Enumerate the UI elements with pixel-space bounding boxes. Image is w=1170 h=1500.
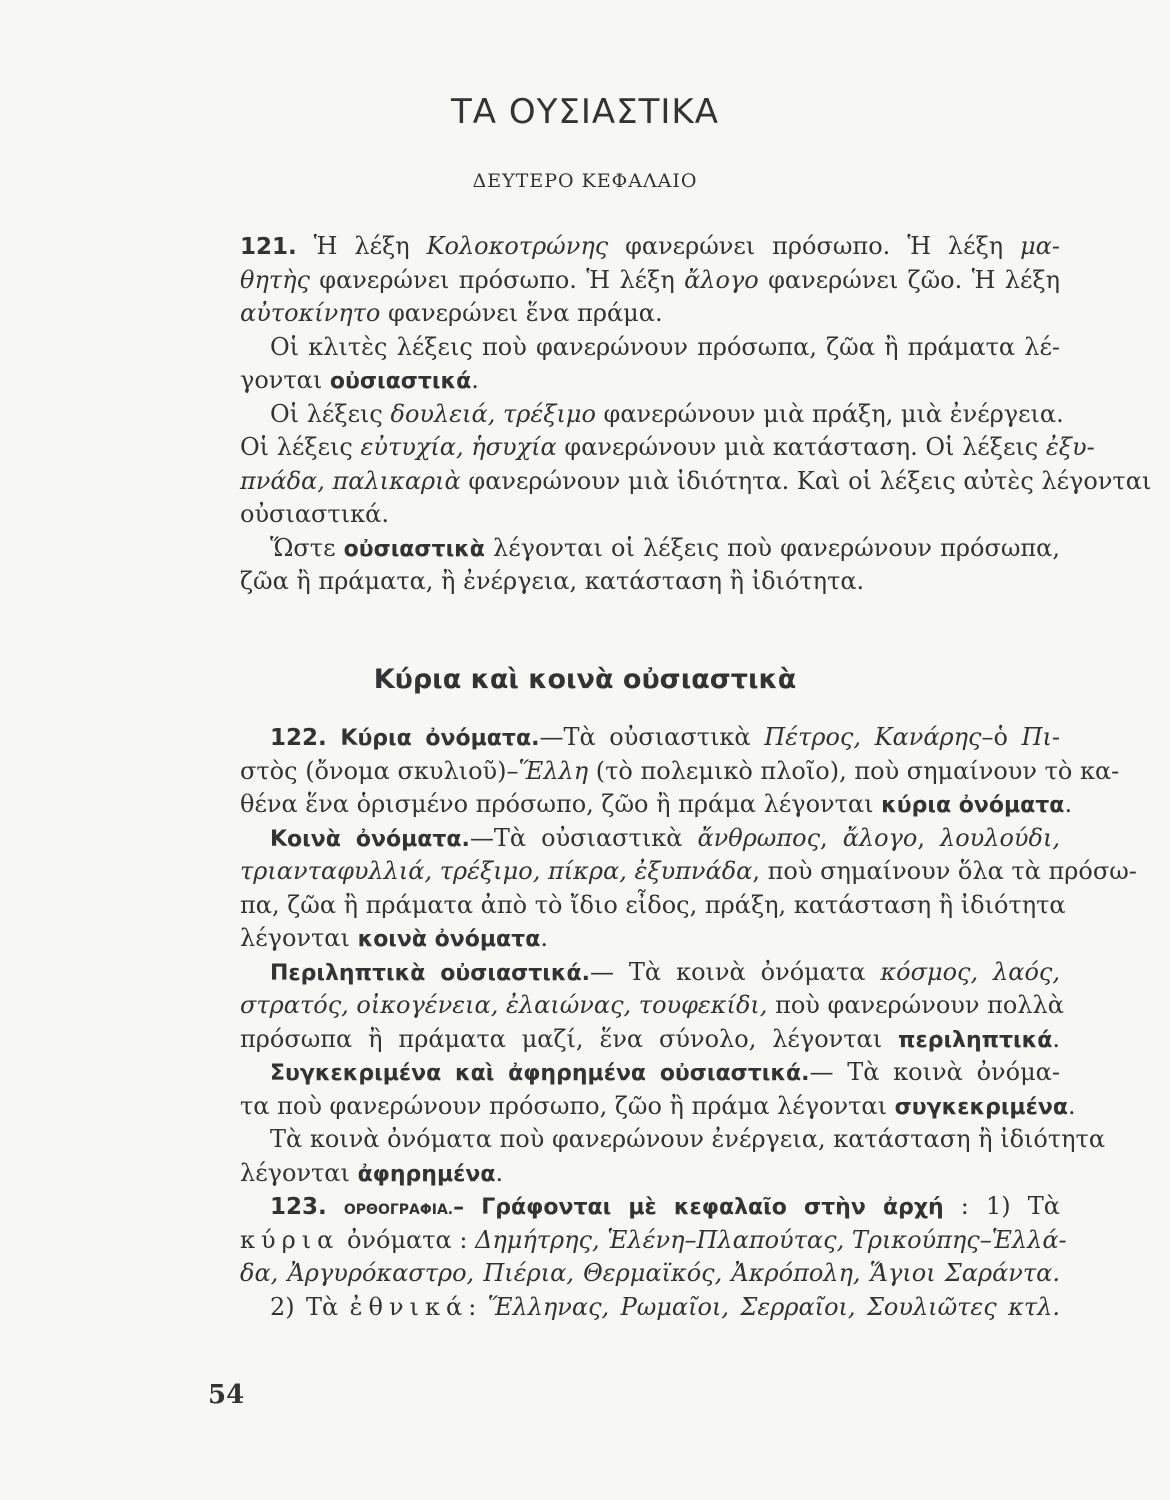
paragraph-121: [240, 230, 1152, 599]
text-line: γονται οὐσιαστικά.: [240, 366, 479, 394]
paragraph-123: [240, 1190, 1067, 1324]
text-line: στὸς (ὄνομα σκυλιοῦ)–Ἕλλη (τὸ πολεμικὸ πλοῖο), ποὺ σημαίνουν τὸ κα-: [240, 756, 1120, 785]
text-line: θητὴς φανερώνει πρόσωπο. Ἡ λέξη ἄλογο φανερώνει ζῶο. Ἡ λέξη: [240, 265, 1061, 294]
text-line: πα, ζῶα ἢ πράματα ἀπὸ τὸ ἴδιο εἶδος, πράξη, κατάσταση ἢ ἰδιότητα: [240, 890, 1066, 919]
text-line: τα ποὺ φανερώνουν πρόσωπο, ζῶο ἢ πράμα λέγονται συγκεκριμένα.: [240, 1091, 1076, 1120]
text-line: 122. Κύρια ὀνόματα.—Τὰ οὐσιαστικὰ Πέτρος, Κανάρης–ὁ Πι-: [270, 723, 1061, 751]
text-line: οὐσιαστικά.: [240, 500, 389, 528]
text-line: Περιληπτικὰ οὐσιαστικά.— Τὰ κοινὰ ὀνόματα κόσμος, λαός,: [270, 957, 1060, 986]
text-line: 2) Τὰ ἐθνικά: Ἕλληνας, Ρωμαῖοι, Σερραῖοι, Σουλιῶτες κτλ.: [270, 1292, 1060, 1321]
text-line: Οἱ κλιτὲς λέξεις ποὺ φανερώνουν πρόσωπα, ζῶα ἢ πράματα λέ-: [270, 332, 1060, 361]
text-line: 121. Ἡ λέξη Κολοκοτρώνης φανερώνει πρόσωπο. Ἡ λέξη μα-: [240, 232, 1060, 260]
text-line: λέγονται ἀφηρημένα.: [240, 1158, 504, 1187]
text-line: Οἱ λέξεις εὐτυχία, ἡσυχία φανερώνουν μιὰ κατάσταση. Οἱ λέξεις ἐξυ-: [240, 433, 1095, 461]
text-line: Κοινὰ ὀνόματα.—Τὰ οὐσιαστικὰ ἄνθρωπος, ἄλογο, λουλούδι,: [270, 823, 1060, 852]
text-line: τριανταφυλλιά, τρέξιμο, πίκρα, ἐξυπνάδα, ποὺ σημαίνουν ὅλα τὰ πρόσω-: [240, 857, 1137, 885]
chapter-heading: ΔΕΥΤΕΡΟ ΚΕΦΑΛΑΙΟ: [472, 170, 698, 192]
page-number: 54: [208, 1380, 245, 1410]
text-line: κύρια ὀνόματα : Δημήτρης, Ἑλένη–Πλαπούτας, Τρικούπης–Ἑλλά-: [240, 1225, 1067, 1254]
text-line: λέγονται κοινὰ ὀνόματα.: [240, 924, 548, 952]
paragraph-122: [240, 721, 1137, 1190]
text-line: αὐτοκίνητο φανερώνει ἕνα πράμα.: [240, 299, 663, 327]
text-line: 123. ΟΡΘΟΓΡΑΦΙΑ.– Γράφονται μὲ κεφαλαῖο στὴν ἀρχή : 1) Τὰ: [270, 1192, 1060, 1220]
text-line: Οἱ λέξεις δουλειά, τρέξιμο φανερώνουν μιὰ πράξη, μιὰ ἐνέργεια.: [270, 399, 1064, 428]
text-line: ζῶα ἢ πράματα, ἢ ἐνέργεια, κατάσταση ἢ ἰδιότητα.: [240, 567, 865, 595]
section-heading: Κύρια καὶ κοινὰ οὐσιαστικὰ: [373, 664, 797, 695]
text-line: στρατός, οἰκογένεια, ἐλαιώνας, τουφεκίδι, ποὺ φανερώνουν πολλὰ: [240, 991, 1064, 1019]
text-line: Ὥστε οὐσιαστικὰ λέγονται οἱ λέξεις ποὺ φανερώνουν πρόσωπα,: [270, 533, 1061, 562]
text-line: Τὰ κοινὰ ὀνόματα ποὺ φανερώνουν ἐνέργεια, κατάσταση ἢ ἰδιότητα: [270, 1125, 1106, 1153]
text-line: πνάδα, παλικαριὰ φανερώνουν μιὰ ἰδιότητα. Καὶ οἱ λέξεις αὐτὲς λέγονται: [240, 466, 1152, 495]
text-line: θένα ἕνα ὁρισμένο πρόσωπο, ζῶο ἢ πράμα λέγονται κύρια ὀνόματα.: [240, 790, 1073, 818]
page-title: ΤΑ ΟΥΣΙΑΣΤΙΚΑ: [451, 92, 719, 132]
text-line: δα, Ἀργυρόκαστρο, Πιέρια, Θερμαϊκός, Ἀκρόπολη, Ἅγιοι Σαράντα.: [240, 1259, 1060, 1287]
text-line: Συγκεκριμένα καὶ ἀφηρημένα οὐσιαστικά.— Τὰ κοινὰ ὀνόμα-: [270, 1058, 1060, 1086]
text-line: πρόσωπα ἢ πράματα μαζί, ἕνα σύνολο, λέγονται περιληπτικά.: [240, 1024, 1060, 1053]
